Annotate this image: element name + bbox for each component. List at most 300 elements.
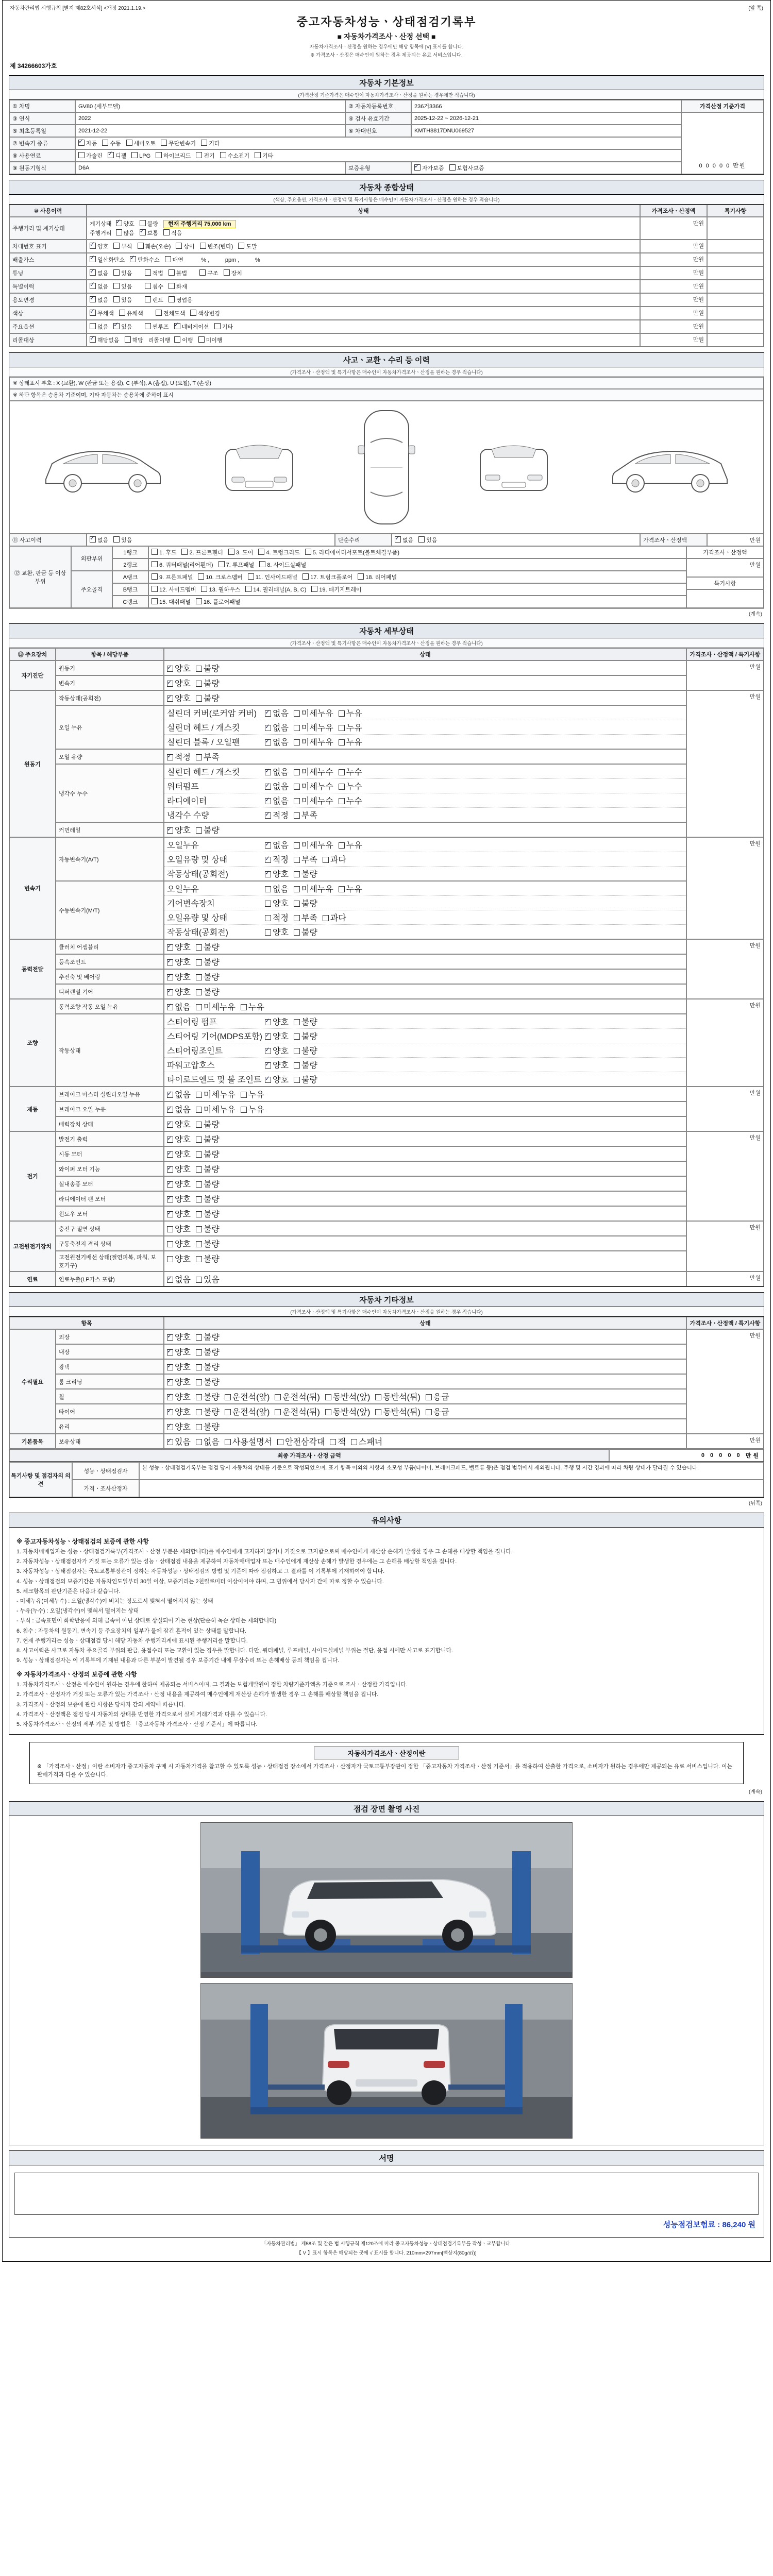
checkbox-option[interactable] [167, 826, 191, 835]
checkbox-option[interactable] [265, 1047, 289, 1056]
checkbox-option[interactable] [126, 141, 156, 147]
checkbox-option[interactable] [167, 1423, 191, 1432]
note-cell[interactable] [707, 240, 764, 253]
price-cell[interactable]: 만원 [640, 266, 707, 280]
checkbox-option[interactable] [294, 797, 333, 806]
checkbox-option[interactable] [196, 599, 240, 605]
checkbox-option[interactable] [294, 811, 317, 820]
checkbox-option[interactable] [265, 797, 289, 806]
part-name: 라디에이터 [167, 797, 207, 806]
checkbox-option[interactable] [90, 257, 125, 263]
unchecked-checkbox-icon [196, 827, 202, 834]
checkbox-option[interactable] [294, 709, 333, 718]
checkbox-option[interactable] [265, 1018, 289, 1027]
checkbox-option[interactable] [294, 841, 333, 850]
checkbox-option[interactable] [228, 550, 253, 556]
price-cell[interactable]: 만원 [640, 307, 707, 320]
checkbox-option[interactable] [167, 1363, 191, 1372]
checkbox-option[interactable] [196, 153, 214, 159]
checkbox-option[interactable] [325, 1393, 370, 1402]
checkbox-label: LPG [139, 153, 151, 159]
checkbox-option[interactable] [196, 694, 220, 703]
checkbox-option[interactable] [78, 153, 103, 159]
price-cell[interactable]: 만원 [686, 999, 764, 1087]
checkbox-option[interactable] [265, 841, 289, 850]
exchange-price-value[interactable]: 만원 [686, 558, 764, 577]
group-name: 자기진단 [9, 660, 56, 690]
checkbox-option[interactable] [245, 587, 306, 593]
checkbox-option[interactable] [167, 694, 191, 703]
checkbox-option[interactable] [339, 724, 362, 733]
checkbox-option[interactable] [201, 141, 220, 147]
checkbox-option[interactable] [167, 973, 191, 982]
price-cell[interactable]: 만원 [686, 837, 764, 939]
price-cell[interactable]: 만원 [686, 1131, 764, 1221]
checkbox-option[interactable] [330, 1438, 345, 1447]
checkbox-option[interactable] [167, 1091, 191, 1099]
checkbox-option[interactable] [339, 797, 362, 806]
checkbox-option[interactable] [294, 1047, 317, 1056]
checkbox-option[interactable] [167, 1150, 191, 1159]
checkbox-option[interactable] [78, 141, 97, 147]
checkbox-group [167, 1435, 225, 1447]
checkbox-label: 없음 [97, 324, 109, 330]
checkbox-option[interactable] [426, 1393, 449, 1402]
note-cell[interactable] [707, 217, 764, 240]
checkbox-option[interactable] [375, 1408, 420, 1417]
price-cell[interactable]: 만원 [686, 1221, 764, 1272]
checkbox-option[interactable] [375, 1393, 420, 1402]
exchange-note-value[interactable] [686, 589, 764, 608]
checkbox-option[interactable] [196, 1003, 236, 1012]
checkbox-label: 양호 [273, 1061, 289, 1070]
unchecked-checkbox-icon [116, 229, 122, 235]
checkbox-option[interactable] [198, 574, 242, 581]
checkbox-option[interactable] [305, 550, 399, 556]
checkbox-option[interactable] [156, 153, 191, 159]
unchecked-checkbox-icon [294, 784, 300, 790]
checkbox-option[interactable] [294, 768, 333, 777]
checkbox-option[interactable] [161, 141, 196, 147]
checkbox-option[interactable] [426, 1408, 449, 1417]
checkbox-option[interactable] [449, 165, 484, 172]
checkbox-option[interactable] [196, 665, 220, 673]
signature-box[interactable] [14, 2173, 759, 2215]
checkbox-option[interactable] [395, 537, 413, 544]
checkbox-option[interactable] [196, 1378, 220, 1387]
checkbox-option[interactable] [198, 337, 223, 344]
checkbox-option[interactable] [167, 1121, 191, 1129]
checkbox-option[interactable] [108, 153, 126, 159]
checkbox-option[interactable] [196, 1240, 220, 1249]
checkbox-option[interactable] [196, 1091, 236, 1099]
checkbox-option[interactable] [265, 1061, 289, 1070]
checkbox-option[interactable] [196, 988, 220, 997]
checkbox-option[interactable] [294, 724, 333, 733]
checkbox-group [265, 794, 367, 806]
checkbox-option[interactable] [196, 1348, 220, 1357]
checkbox-option[interactable] [265, 914, 289, 923]
checkbox-option[interactable] [196, 1106, 236, 1114]
price-cell[interactable]: 만원 [640, 253, 707, 266]
checkbox-option[interactable] [196, 1136, 220, 1144]
checkbox-option[interactable] [145, 270, 163, 277]
checkbox-option[interactable] [241, 1003, 264, 1012]
checkbox-option[interactable] [130, 257, 160, 263]
checkbox-option[interactable] [214, 324, 233, 330]
checkbox-option[interactable] [414, 165, 444, 172]
checkbox-option[interactable] [145, 297, 163, 303]
checkbox-option[interactable] [196, 1121, 220, 1129]
checkbox-option[interactable] [167, 1393, 191, 1402]
note-cell[interactable] [707, 307, 764, 320]
checkbox-option[interactable] [174, 324, 209, 330]
state-code-legend2: ※ 하단 항목은 승용차 기준이며, 기타 자동차는 승용차에 준하여 표시 [9, 389, 764, 401]
section-basic-title: 자동차 기본정보 [9, 75, 764, 90]
checkbox-option[interactable] [90, 311, 114, 317]
price-cell[interactable]: 만원 [640, 333, 707, 347]
checkbox-option[interactable] [113, 284, 132, 290]
price-cell[interactable]: 만원 [686, 1087, 764, 1131]
checkbox-label: 적정 [175, 753, 191, 762]
checkbox-option[interactable] [119, 311, 143, 317]
unchecked-checkbox-icon [426, 1394, 432, 1400]
checkbox-option[interactable] [303, 574, 352, 581]
unchecked-checkbox-icon [224, 269, 230, 276]
checkbox-option[interactable] [156, 311, 186, 317]
part-row [164, 661, 686, 675]
checkbox-option[interactable] [167, 1165, 191, 1174]
checkbox-option[interactable] [294, 928, 317, 937]
checkbox-option[interactable] [196, 1333, 220, 1342]
checkbox-option[interactable] [351, 1438, 382, 1447]
checkbox-option[interactable] [167, 1003, 191, 1012]
checkbox-option[interactable] [90, 324, 108, 330]
checkbox-option[interactable] [259, 562, 306, 568]
price-cell[interactable]: 만원 [640, 320, 707, 333]
checkbox-option[interactable] [167, 753, 191, 762]
basic-info-table [9, 100, 764, 175]
checkbox-option[interactable] [176, 244, 194, 250]
checkbox-option[interactable] [167, 958, 191, 967]
checkbox-option[interactable] [196, 753, 220, 762]
checkbox-option[interactable] [196, 1438, 220, 1447]
checkbox-option[interactable] [196, 1165, 220, 1174]
unchecked-checkbox-icon [219, 561, 225, 567]
checkbox-option[interactable] [174, 337, 193, 344]
checkbox-option[interactable] [265, 783, 289, 791]
checkbox-option[interactable] [152, 550, 176, 556]
checkbox-option[interactable] [125, 337, 143, 344]
checkbox-option[interactable] [265, 900, 289, 908]
checkbox-option[interactable] [167, 1225, 191, 1234]
item-label: 연료누출(LP가스 포함) [56, 1272, 164, 1286]
checkbox-option[interactable] [167, 665, 191, 673]
checkbox-option[interactable] [418, 537, 437, 544]
detail-row [56, 1101, 686, 1116]
checkbox-option[interactable] [116, 230, 135, 236]
accident-price-label: 가격조사ㆍ산정액 [640, 534, 707, 546]
note-cell[interactable] [707, 320, 764, 333]
checkbox-option[interactable] [167, 1106, 191, 1114]
checkbox-option[interactable] [265, 811, 289, 820]
checkbox-option[interactable] [339, 738, 362, 747]
checkbox-label: 6. 쿼터패널(리어휀더) [159, 562, 213, 568]
checkbox-option[interactable] [201, 587, 240, 593]
item-label: 냉각수 누수 [56, 764, 164, 822]
checkbox-option[interactable] [167, 1378, 191, 1387]
unchecked-checkbox-icon [449, 164, 456, 171]
checkbox-option[interactable] [113, 297, 132, 303]
checkbox-option[interactable] [265, 885, 289, 894]
checkbox-option[interactable] [248, 574, 297, 581]
checkbox-option[interactable] [196, 1393, 220, 1402]
checkbox-option[interactable] [277, 1438, 325, 1447]
checkbox-option[interactable] [294, 856, 317, 865]
checkbox-option[interactable] [165, 257, 183, 263]
checkbox-option[interactable] [113, 270, 132, 277]
checkbox-option[interactable] [167, 1408, 191, 1417]
checkbox-option[interactable] [265, 709, 289, 718]
checkbox-option[interactable] [311, 587, 361, 593]
checkbox-option[interactable] [339, 841, 362, 850]
price-cell[interactable]: 만원 [640, 293, 707, 307]
table-row [9, 112, 681, 125]
item-label: 브레이크 오일 누유 [56, 1101, 164, 1116]
checkbox-option[interactable] [140, 230, 158, 236]
price-cell[interactable]: 만원 [686, 690, 764, 837]
checkbox-option[interactable] [167, 1333, 191, 1342]
checkbox-option[interactable] [196, 826, 220, 835]
checkbox-option[interactable] [241, 1091, 264, 1099]
checkbox-group [265, 897, 323, 909]
note-cell[interactable] [707, 293, 764, 307]
checkbox-option[interactable] [339, 768, 362, 777]
price-cell[interactable]: 만원 [686, 1329, 764, 1434]
base-price-value[interactable]: 0 0 0 0 0 만원 [681, 112, 764, 174]
checkbox-option[interactable] [169, 284, 187, 290]
checkbox-option[interactable] [225, 1408, 270, 1417]
checkbox-option[interactable] [196, 1276, 220, 1284]
checkbox-option[interactable] [167, 1240, 191, 1249]
checkbox-option[interactable] [241, 1106, 264, 1114]
checkbox-option[interactable] [167, 1255, 191, 1264]
checkbox-option[interactable] [167, 1136, 191, 1144]
part-name: 냉각수 수량 [167, 811, 209, 820]
checkbox-option[interactable] [145, 324, 169, 330]
checkbox-option[interactable] [225, 1438, 272, 1447]
row-state [87, 240, 640, 253]
checkbox-option[interactable] [152, 562, 213, 568]
checkbox-option[interactable] [167, 1438, 191, 1447]
checkbox-option[interactable] [196, 1180, 220, 1189]
checkbox-option[interactable] [294, 885, 333, 894]
note-cell[interactable] [707, 333, 764, 347]
checkbox-option[interactable] [196, 1255, 220, 1264]
checkbox-option[interactable] [325, 1408, 370, 1417]
checkbox-option[interactable] [196, 1225, 220, 1234]
unchecked-checkbox-icon [241, 1092, 247, 1098]
unchecked-checkbox-icon [196, 1439, 202, 1445]
checkbox-option[interactable] [167, 988, 191, 997]
checkbox-option[interactable] [275, 1408, 320, 1417]
checkbox-option[interactable] [90, 537, 108, 544]
checkbox-option[interactable] [163, 230, 182, 236]
item-state [164, 675, 686, 690]
checkbox-option[interactable] [294, 783, 333, 791]
checkbox-option[interactable] [200, 244, 233, 250]
checkbox-option[interactable] [167, 680, 191, 688]
checkbox-option[interactable] [169, 297, 193, 303]
checkbox-option[interactable] [265, 1076, 289, 1084]
unchecked-checkbox-icon [90, 323, 96, 329]
checkbox-option[interactable] [196, 943, 220, 952]
final-price-value[interactable] [609, 1449, 764, 1462]
unchecked-checkbox-icon [225, 1409, 231, 1415]
checkbox-option[interactable] [113, 324, 132, 330]
checkbox-option[interactable] [90, 270, 108, 277]
appraiser-opinion-text[interactable] [139, 1480, 764, 1497]
checkbox-option[interactable] [167, 1276, 191, 1284]
checkbox-option[interactable] [294, 914, 317, 923]
checkbox-option[interactable] [169, 270, 187, 277]
checkbox-option[interactable] [138, 244, 171, 250]
checkbox-option[interactable] [196, 1195, 220, 1204]
checkbox-option[interactable] [265, 738, 289, 747]
checkbox-option[interactable] [152, 599, 191, 605]
checkbox-option[interactable] [323, 856, 346, 865]
outer-panel-block [71, 546, 686, 571]
footer-line2: 【 V 】표시 항목은 해당되는 곳에 √ 표시를 합니다. 210mm×297mm[백상지(80g/㎡)] [296, 2250, 477, 2256]
checkbox-option[interactable] [265, 928, 289, 937]
checkbox-option[interactable] [90, 244, 108, 250]
checkbox-option[interactable] [358, 574, 397, 581]
checkbox-label: 불량 [203, 973, 220, 982]
checkbox-option[interactable] [102, 141, 121, 147]
checkbox-option[interactable] [294, 1061, 317, 1070]
checkbox-label: 양호 [175, 973, 191, 982]
price-cell[interactable]: 만원 [686, 660, 764, 690]
detail-row [56, 1116, 686, 1131]
checkbox-option[interactable] [131, 153, 150, 159]
checkbox-option[interactable] [275, 1393, 320, 1402]
inspector-opinion-text[interactable]: 본 성능ㆍ상태점검기록부는 점검 당시 자동차의 상태를 기준으로 작성되었으며, 표기 항목 이외의 사항과 소모성 부품(타이어, 브레이크패드, 벨트류 등)은 점검 범위에서 제외됩니다. 주행 및 시간 경과에 따라 차량 상태가 달라질 수 있습니다. [139, 1462, 764, 1480]
checkbox-option[interactable] [258, 550, 299, 556]
checkbox-option[interactable] [225, 1393, 270, 1402]
checkbox-option[interactable] [167, 1348, 191, 1357]
price-cell[interactable]: 만원 [640, 280, 707, 293]
checkbox-label: 불량 [203, 1378, 220, 1387]
checkbox-option[interactable] [90, 284, 108, 290]
engine-type-label: ⑨ 원동기형식 [9, 162, 75, 174]
state-text [138, 324, 141, 330]
checkbox-option[interactable] [265, 724, 289, 733]
detail-row [56, 881, 686, 939]
item-state [164, 1374, 686, 1389]
checkbox-option[interactable] [196, 1150, 220, 1159]
checkbox-option[interactable] [294, 1032, 317, 1041]
checkbox-option[interactable] [90, 297, 108, 303]
checked-checkbox-icon [167, 1004, 173, 1010]
price-cell[interactable]: 만원 [686, 1434, 764, 1449]
checked-checkbox-icon [167, 754, 173, 760]
checkbox-option[interactable] [255, 153, 273, 159]
checkbox-option[interactable] [339, 709, 362, 718]
note-cell[interactable] [707, 266, 764, 280]
checkbox-option[interactable] [113, 244, 132, 250]
note-cell[interactable] [707, 253, 764, 266]
checkbox-label: 이행 [182, 337, 193, 344]
price-cell[interactable]: 만원 [640, 240, 707, 253]
checkbox-option[interactable] [220, 153, 250, 159]
note-cell[interactable] [707, 280, 764, 293]
checkbox-option[interactable] [265, 1032, 289, 1041]
checkbox-option[interactable] [323, 914, 346, 923]
checkbox-option[interactable] [199, 270, 218, 277]
checkbox-option[interactable] [190, 311, 220, 317]
checkbox-option[interactable] [265, 768, 289, 777]
checkbox-option[interactable] [196, 1210, 220, 1219]
checkbox-option[interactable] [196, 958, 220, 967]
checkbox-option[interactable] [339, 885, 362, 894]
checkbox-option[interactable] [196, 1363, 220, 1372]
price-cell[interactable]: 만원 [686, 1272, 764, 1286]
checkbox-option[interactable] [167, 1210, 191, 1219]
checkbox-option[interactable] [265, 856, 289, 865]
checkbox-option[interactable] [294, 1076, 317, 1084]
checkbox-option[interactable] [196, 1423, 220, 1432]
checkbox-option[interactable] [339, 783, 362, 791]
checkbox-option[interactable] [265, 870, 289, 879]
checkbox-option[interactable] [152, 587, 196, 593]
detail-row [56, 1374, 686, 1389]
checkbox-option[interactable] [294, 1018, 317, 1027]
checkbox-option[interactable] [238, 244, 257, 250]
checkbox-label: 미세누수 [301, 768, 333, 777]
checkbox-option[interactable] [294, 870, 317, 879]
accident-price-value[interactable]: 만원 [707, 534, 764, 546]
checkbox-option[interactable] [294, 900, 317, 908]
unchecked-checkbox-icon [294, 798, 300, 804]
checkbox-option[interactable] [167, 1180, 191, 1189]
checkbox-option[interactable] [294, 738, 333, 747]
checkbox-option[interactable] [196, 680, 220, 688]
unchecked-checkbox-icon [238, 243, 244, 249]
state-text [192, 270, 195, 277]
item-state [164, 1236, 686, 1251]
checkbox-option[interactable] [167, 1195, 191, 1204]
checkbox-option[interactable] [167, 943, 191, 952]
checkbox-option[interactable] [219, 562, 255, 568]
checkbox-label: 양호 [273, 900, 289, 908]
checkbox-option[interactable] [224, 270, 242, 277]
unchecked-checkbox-icon [140, 220, 146, 226]
unchecked-checkbox-icon [152, 598, 158, 604]
checkbox-option[interactable] [113, 537, 132, 544]
checkbox-option[interactable] [116, 221, 135, 227]
price-cell[interactable]: 만원 [686, 939, 764, 999]
checkbox-group [152, 562, 311, 568]
checkbox-option[interactable] [140, 221, 158, 227]
price-cell[interactable]: 만원 [640, 217, 707, 240]
checkbox-option[interactable] [196, 1408, 220, 1417]
checkbox-group [116, 221, 164, 227]
checkbox-option[interactable] [152, 574, 193, 581]
checkbox-option[interactable] [181, 550, 223, 556]
checkbox-option[interactable] [196, 973, 220, 982]
checkbox-option[interactable] [90, 337, 120, 344]
checkbox-option[interactable] [145, 284, 163, 290]
